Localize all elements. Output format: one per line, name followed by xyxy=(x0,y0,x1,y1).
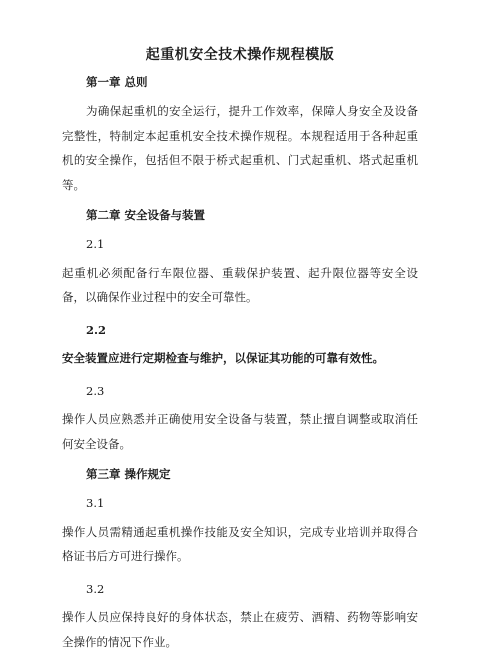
section-2-1-number: 2.1 xyxy=(86,237,105,251)
section-2-2-text: 安全装置应进行定期检查与维护，以保证其功能的可靠有效性。 xyxy=(62,351,384,365)
chapter-2-heading: 第二章 安全设备与装置 xyxy=(86,208,206,222)
section-2-3-number: 2.3 xyxy=(86,383,105,398)
chapter-3-heading: 第三章 操作规定 xyxy=(86,467,171,481)
section-2-3-text: 操作人员应熟悉并正确使用安全设备与装置，禁止擅自调整或取消任何安全设备。 xyxy=(62,412,418,451)
chapter-1-paragraph: 为确保起重机的安全运行，提升工作效率，保障人身安全及设备完整性，特制定本起重机安全技术操作规程。本规程适用于各种起重机的安全操作，包括但不限于桥式起重机、门式起重机、塔式起重机等。 xyxy=(62,104,418,192)
section-2-1-text: 起重机必须配备行车限位器、重载保护装置、起升限位器等安全设备，以确保作业过程中的安全可靠性。 xyxy=(62,265,418,304)
chapter-1-heading: 第一章 总则 xyxy=(86,75,148,89)
section-2-2-number: 2.2 xyxy=(86,322,107,337)
document-title: 起重机安全技术操作规程模版 xyxy=(145,47,335,63)
section-3-1-text: 操作人员需精通起重机操作技能及安全知识，完成专业培训并取得合格证书后方可进行操作。 xyxy=(62,524,418,563)
section-3-2-text: 操作人员应保持良好的身体状态，禁止在疲劳、酒精、药物等影响安全操作的情况下作业。 xyxy=(62,610,418,649)
section-3-2-number: 3.2 xyxy=(86,581,105,596)
section-3-1-number: 3.1 xyxy=(86,496,105,510)
